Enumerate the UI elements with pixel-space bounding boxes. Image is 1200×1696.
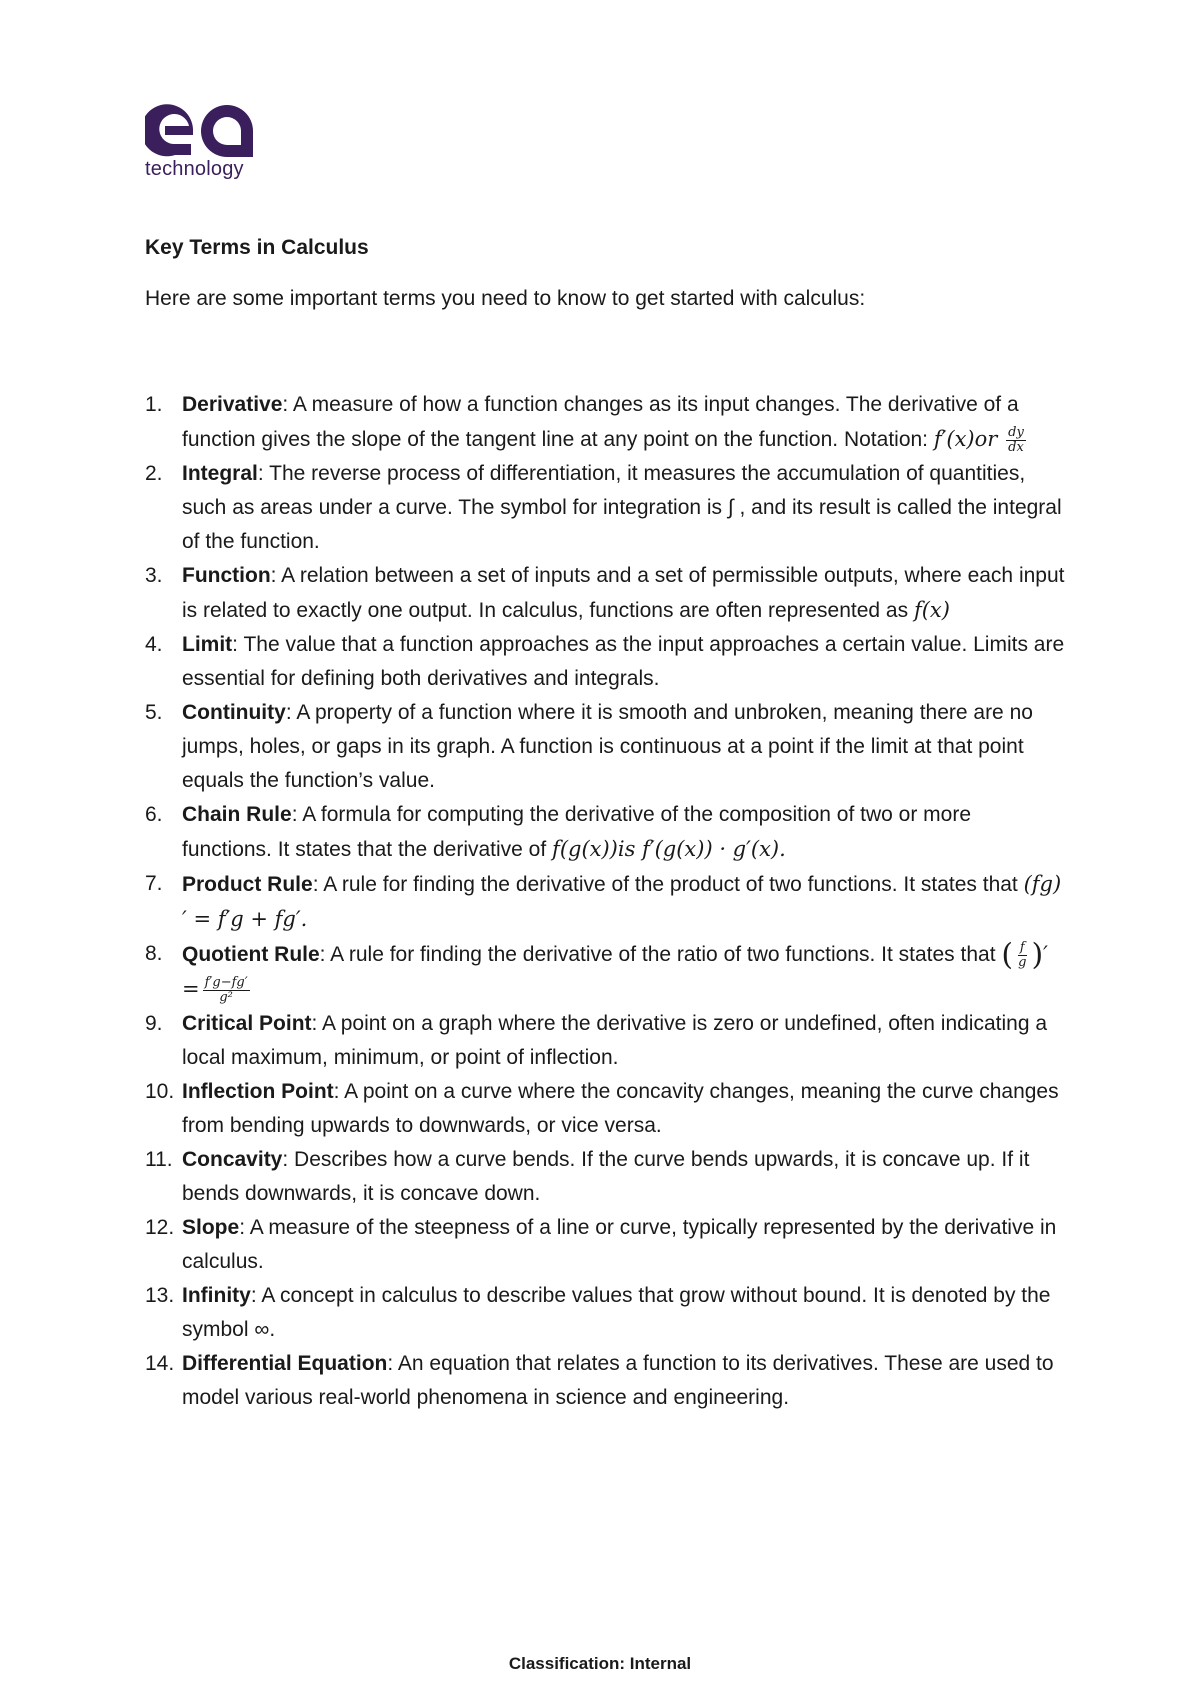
term-definition: : A property of a function where it is smooth and unbroken, meaning there are no jumps, holes, or gaps in its graph. A function is continuous at a point if the limit at that point equals the function’s value. (182, 701, 1033, 792)
term-name: Concavity (182, 1148, 283, 1172)
list-number: 2. (145, 462, 163, 485)
term-definition: : A point on a curve where the concavity changes, meaning the curve changes from bending upwards to downwards, or vice versa. (182, 1080, 1059, 1138)
math-expression: f′(x)or (933, 427, 998, 451)
list-item (145, 1007, 1065, 1075)
math-expression: f(g(x))is f′(g(x)) · g′(x). (552, 837, 786, 861)
fraction (203, 976, 250, 1005)
term-definition: : A rule for finding the derivative of the product of two functions. It states that (312, 873, 1024, 896)
term-name: Function (182, 564, 271, 587)
term-definition: : A measure of the steepness of a line or curve, typically represented by the derivative in calculus. (182, 1216, 1057, 1274)
term-name: Derivative (182, 393, 283, 416)
list-number: 3. (145, 564, 163, 587)
classification-footer: Classification: Internal (508, 1654, 692, 1673)
fraction-numerator: dy (1008, 424, 1024, 440)
list-number: 6. (145, 803, 163, 826)
list-number: 14. (145, 1352, 175, 1376)
term-definition: : A rule for finding the derivative of the ratio of two functions. It states that (319, 943, 1002, 966)
close-paren: ) (1031, 937, 1044, 973)
list-item (145, 798, 1065, 867)
term-name: Infinity (182, 1284, 251, 1308)
term-definition: : A point on a graph where the derivative is zero or undefined, often indicating a local maximum, minimum, or point of inflection. (182, 1012, 1048, 1070)
list-item (145, 559, 1065, 628)
open-paren: ( (1001, 937, 1014, 973)
list-number: 11. (145, 1148, 173, 1172)
term-name: Slope (182, 1216, 240, 1240)
key-terms-list (145, 388, 1065, 1415)
list-number: 10. (145, 1080, 175, 1104)
list-item (145, 1347, 1065, 1415)
term-definition: : The value that a function approaches as the input approaches a certain value. Limits are essential for defining both derivatives and integrals. (182, 633, 1065, 690)
term-name: Differential Equation (182, 1352, 388, 1376)
term-name: Chain Rule (182, 803, 292, 826)
term-definition: : Describes how a curve bends. If the curve bends upwards, it is concave up. If it bends downwards, it is concave down. (182, 1148, 1030, 1206)
term-name: Continuity (182, 701, 286, 724)
fraction (1006, 426, 1026, 455)
company-logo (145, 100, 265, 190)
list-item (145, 388, 1065, 457)
term-name: Inflection Point (182, 1080, 334, 1104)
list-number: 13. (145, 1284, 175, 1308)
term-name: Critical Point (182, 1012, 312, 1036)
list-number: 9. (145, 1012, 163, 1036)
term-name: Product Rule (182, 873, 313, 896)
fraction (1016, 941, 1028, 970)
term-name: Limit (182, 633, 233, 656)
term-definition: : A measure of how a function changes as its input changes. The derivative of a function gives the slope of the tangent line at any point on the function. Notation: (182, 393, 1019, 451)
fraction-denominator: g (1018, 954, 1027, 970)
document-title: Key Terms in Calculus (145, 236, 369, 259)
list-item (145, 1279, 1065, 1347)
list-item (145, 457, 1065, 559)
list-number: 12. (145, 1216, 175, 1240)
list-item (145, 696, 1065, 798)
term-definition: : The reverse process of differentiation, it measures the accumulation of quantities, such as areas under a curve. The symbol for integration is ∫ , and its result is called the integral of the function. (182, 462, 1062, 553)
math-expression: ′ = (182, 942, 1048, 1002)
list-item (145, 1211, 1065, 1279)
list-item (145, 628, 1065, 696)
fraction-numerator: f (1019, 939, 1025, 955)
fraction-denominator: dx (1008, 439, 1024, 455)
fraction-numerator: f′g−fg′ (204, 975, 248, 991)
list-item (145, 1075, 1065, 1143)
term-definition: : A relation between a set of inputs and a set of permissible outputs, where each input is related to exactly one output. In calculus, functions are often represented as (182, 564, 1065, 622)
intro-paragraph: Here are some important terms you need to know to get started with calculus: (145, 287, 866, 310)
list-number: 8. (145, 942, 163, 965)
term-definition: : An equation that relates a function to its derivatives. These are used to model various real-world phenomena in science and engineering. (182, 1352, 1054, 1410)
logo-text: technology (145, 158, 244, 180)
list-number: 4. (145, 633, 163, 656)
term-name: Quotient Rule (182, 943, 320, 966)
list-number: 5. (145, 701, 163, 724)
ea-logo-mark (145, 100, 255, 160)
term-name: Integral (182, 462, 258, 485)
term-definition: : A concept in calculus to describe values that grow without bound. It is denoted by the symbol ∞. (182, 1284, 1051, 1342)
list-number: 7. (145, 872, 163, 895)
fraction-denominator: g² (219, 990, 233, 1006)
term-definition: : A formula for computing the derivative of the composition of two or more functions. It states that the derivative of (182, 803, 972, 861)
math-expression: f(x) (913, 598, 950, 622)
list-item (145, 867, 1065, 937)
list-item (145, 937, 1065, 1007)
math-expression: (fg)′ = f′g + fg′. (182, 872, 1062, 931)
list-number: 1. (145, 393, 163, 416)
list-item (145, 1143, 1065, 1211)
